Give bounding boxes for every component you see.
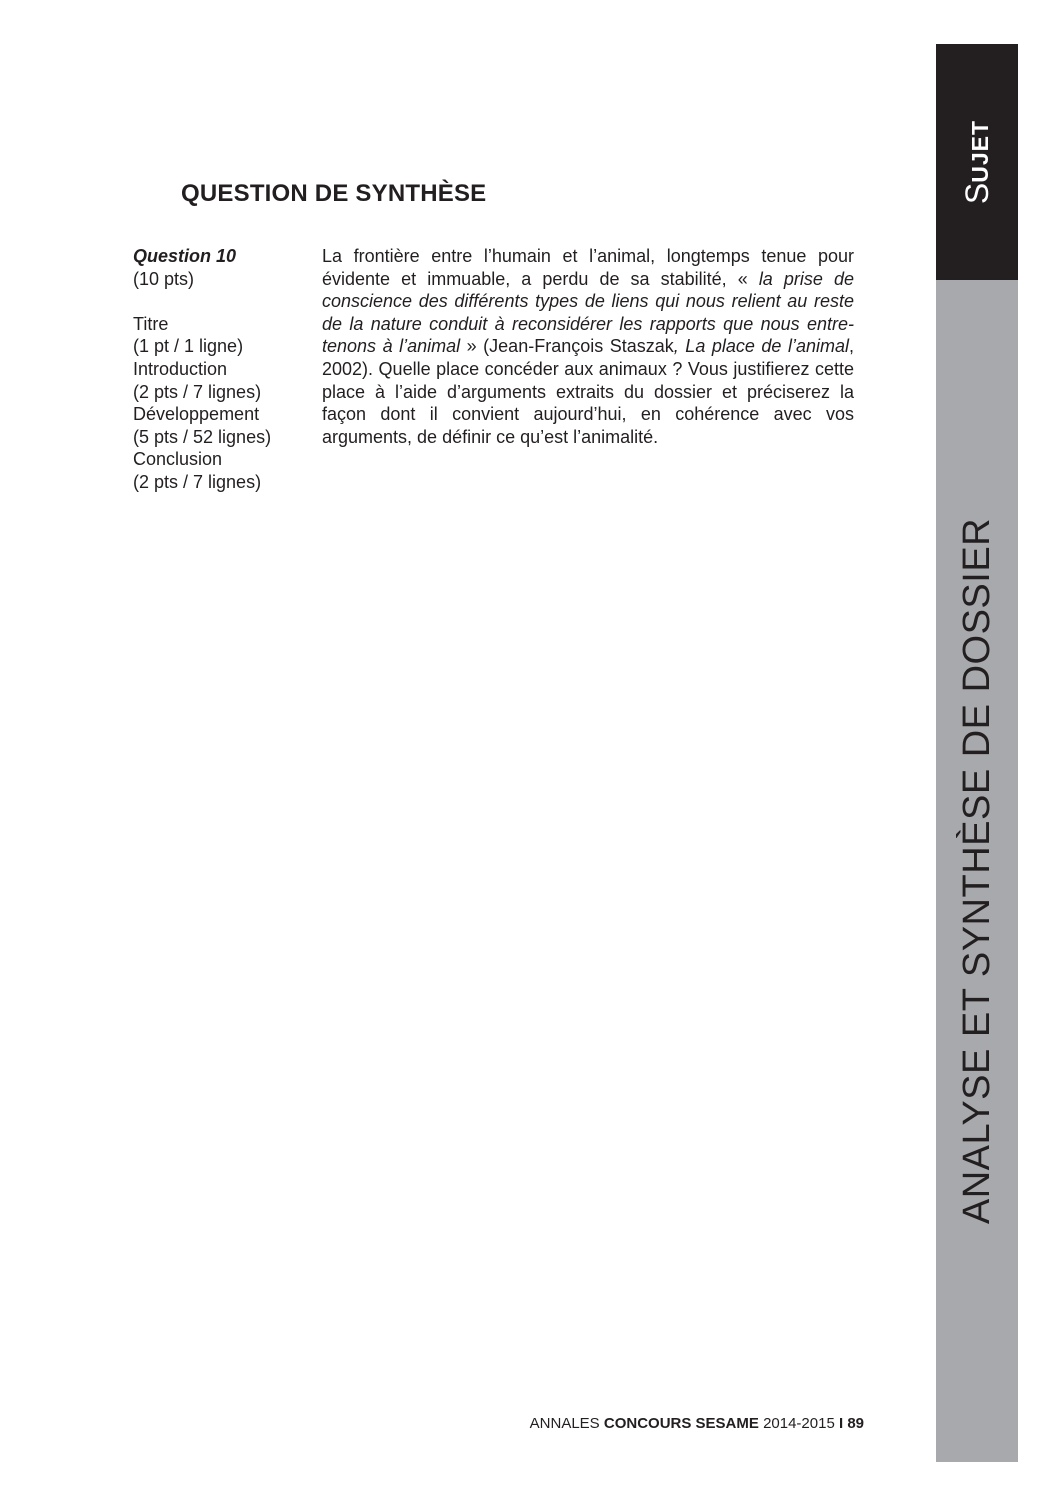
page-footer — [530, 1415, 864, 1432]
sujet-tab — [936, 44, 1018, 280]
grading-notes — [133, 245, 303, 494]
footer-concours: CONCOURS SESAME — [603, 1415, 759, 1432]
footer-annales: ANNALES — [529, 1415, 600, 1432]
question-points: (10 pts) — [133, 268, 195, 289]
sujet-label — [961, 120, 993, 204]
rubric-item-name: Développement — [133, 404, 260, 425]
body-part-2: » (Jean-François Staszak — [460, 336, 674, 357]
question-label: Question 10 — [133, 246, 237, 266]
question-body — [322, 245, 854, 448]
rubric-item-detail: (1 pt / 1 ligne) — [133, 336, 244, 357]
rubric-item-name: Titre — [133, 313, 169, 334]
body-quote: la prise de conscience des différents types de liens qui nous relient au reste de la nature conduit à reconsidérer les rapports que nous entre-tenons à l’animal — [322, 268, 854, 357]
spacer — [133, 290, 303, 313]
rubric-item-detail: (5 pts / 52 lignes) — [133, 426, 272, 447]
rubric-item-name: Introduction — [133, 358, 228, 379]
rubric-item-detail: (2 pts / 7 lignes) — [133, 471, 262, 492]
footer-years: 2014-2015 — [763, 1415, 835, 1432]
book-title: , La place de l’animal — [673, 336, 849, 357]
section-tab-label: ANALYSE ET SYNTHÈSE DE DOSSIER — [956, 517, 998, 1225]
rubric-item-detail: (2 pts / 7 lignes) — [133, 381, 262, 402]
rubric-item-name: Conclusion — [133, 449, 223, 470]
section-title: QUESTION DE SYNTHÈSE — [181, 180, 487, 207]
sujet-rest: UJET — [967, 119, 993, 183]
page-number: 89 — [847, 1415, 864, 1432]
body-part-3: , 2002). Quelle place concéder aux animaux ? Vous justifierez cette place à l’aide d’arguments extraits du dossier et préciserez la façon dont il convient aujourd’hui, en cohérence avec vos arguments, de définir ce qu’est l’animalité. — [322, 336, 854, 447]
sujet-initial: S — [959, 182, 995, 205]
footer-separator: I — [838, 1415, 844, 1432]
body-part-1: La frontière entre l’humain et l’animal, longtemps tenue pour évidente et immuable, a perdu de sa stabilité, « — [322, 246, 854, 289]
section-tab — [936, 280, 1018, 1462]
